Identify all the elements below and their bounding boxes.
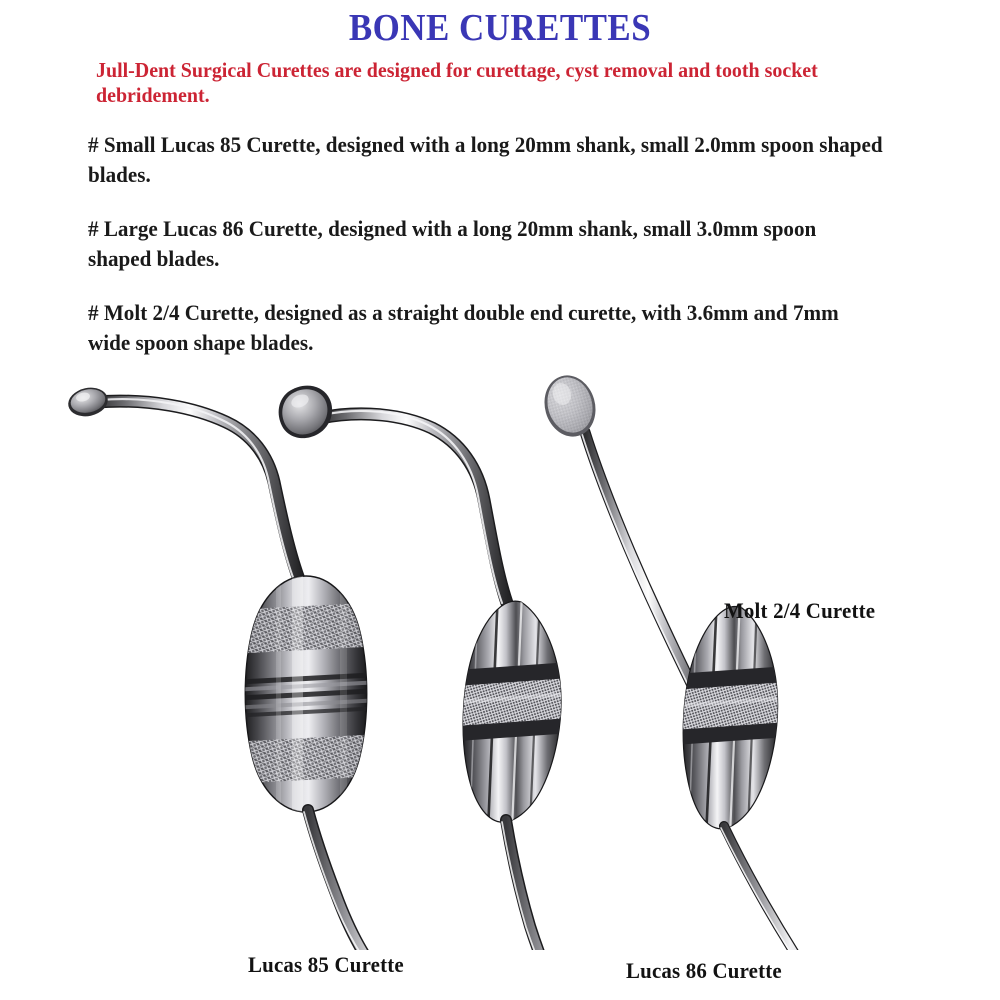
molt-lower-shank [724,826,882,950]
lucas86-upper-shank-highlight [322,411,502,603]
caption-lucas-85: Lucas 85 Curette [248,952,404,977]
lucas85-upper-shank-highlight [100,399,294,580]
lucas86-upper-blade [279,386,332,439]
bullet-molt-2-4: # Molt 2/4 Curette, designed as a straight double end curette, with 3.6mm and 7mm wide spoon shape blades. [88,300,839,355]
bullet-large-lucas-86: # Large Lucas 86 Curette, designed with a long 20mm shank, small 3.0mm spoon shaped blades. [88,216,817,271]
molt-handle [671,596,792,838]
page-title: BONE CURETTES [348,7,652,49]
lucas85-handle [239,570,373,820]
lucas85-upper-shank-outline [96,401,300,582]
lucas86-handle [454,590,575,832]
molt-upper-blade [537,370,602,443]
instrument-molt-2-4 [537,370,914,950]
caption-molt-2-4: Molt 2/4 Curette [724,598,876,623]
lucas86-lower-shank-highlight [502,822,670,950]
bullet-small-lucas-85: # Small Lucas 85 Curette, designed with a long 20mm shank, small 2.0mm spoon shaped blades. [88,132,883,187]
subtitle-text: Jull-Dent Surgical Curettes are designed for curettage, cyst removal and tooth socket debridement. [96,58,818,107]
curettes-illustration [0,370,1000,950]
instrument-lucas-85 [66,384,530,950]
lucas86-lower-shank [506,820,672,950]
caption-lucas-86: Lucas 86 Curette [626,958,782,983]
instrument-illustration-group [0,370,1000,950]
molt-lower-shank-outline [724,826,882,950]
lucas85-upper-blade [66,384,111,420]
molt-lower-shank-highlight [721,828,879,950]
lucas85-lower-shank [308,810,482,950]
